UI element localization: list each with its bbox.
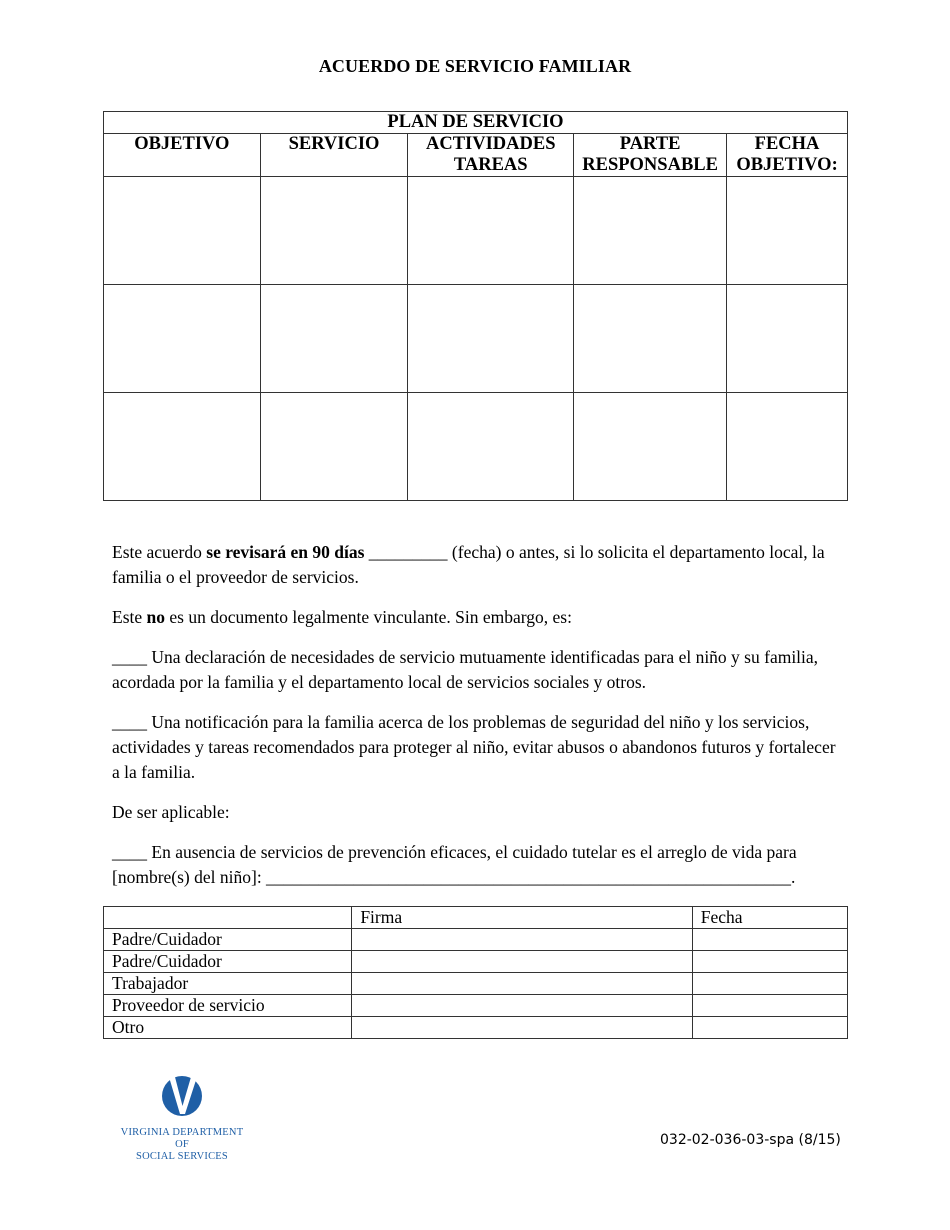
plan-cell[interactable] [408, 177, 574, 285]
form-number: 032-02-036-03-spa (8/15) [660, 1132, 841, 1148]
signature-header-row [104, 907, 848, 929]
table-row [104, 177, 848, 285]
signature-header-firma: Firma [352, 907, 692, 929]
applicable-label: De ser aplicable: [112, 802, 230, 822]
safety-notification-paragraph: ____ Una notificación para la familia acerca de los problemas de seguridad del niño y los servicios, actividades y tareas recomendados para proteger al niño, evitar abusos o abandonos futuros y fortalecer a la familia. [112, 712, 836, 782]
column-header-fecha-objetivo: FECHA OBJETIVO: [727, 134, 848, 177]
date-field[interactable] [692, 995, 847, 1017]
vdss-logo [118, 1074, 246, 1163]
table-row [104, 393, 848, 501]
table-row [104, 929, 848, 951]
table-row [104, 973, 848, 995]
service-plan-caption: PLAN DE SERVICIO [104, 112, 848, 134]
signature-header-fecha: Fecha [692, 907, 847, 929]
needs-statement-paragraph: ____ Una declaración de necesidades de servicio mutuamente identificadas para el niño y su familia, acordada por la familia y el departamento local de servicios sociales y otros. [112, 647, 819, 692]
plan-cell[interactable] [408, 285, 574, 393]
table-row [104, 285, 848, 393]
signature-field[interactable] [352, 929, 692, 951]
table-row [104, 995, 848, 1017]
signature-field[interactable] [352, 951, 692, 973]
column-header-actividades: ACTIVIDADES TAREAS [408, 134, 574, 177]
plan-cell[interactable] [727, 177, 848, 285]
plan-cell[interactable] [260, 285, 408, 393]
plan-cell[interactable] [104, 393, 261, 501]
plan-cell[interactable] [408, 393, 574, 501]
column-header-parte-responsable: PARTE RESPONSABLE [574, 134, 727, 177]
date-field[interactable] [692, 929, 847, 951]
date-field[interactable] [692, 973, 847, 995]
foster-care-paragraph: ____ En ausencia de servicios de prevención eficaces, el cuidado tutelar es el arreglo de vida para [nombre(s) del niño]: ____________________________________________________________. [112, 842, 797, 887]
date-field[interactable] [692, 1017, 847, 1039]
vdss-emblem-icon [160, 1074, 204, 1118]
signature-field[interactable] [352, 1017, 692, 1039]
signature-field[interactable] [352, 973, 692, 995]
signer-role: Trabajador [104, 973, 352, 995]
plan-cell[interactable] [574, 285, 727, 393]
signature-table [103, 906, 848, 1039]
plan-cell[interactable] [104, 177, 261, 285]
review-paragraph: Este acuerdo se revisará en 90 días _________ (fecha) o antes, si lo solicita el departamento local, la familia o el proveedor de servicios. [112, 542, 825, 587]
plan-cell[interactable] [574, 393, 727, 501]
plan-cell[interactable] [260, 177, 408, 285]
plan-cell[interactable] [727, 393, 848, 501]
signer-role: Otro [104, 1017, 352, 1039]
column-header-objetivo: OBJETIVO [104, 134, 261, 177]
service-plan-table [103, 111, 848, 501]
binding-paragraph: Este no es un documento legalmente vinculante. Sin embargo, es: [112, 607, 572, 627]
signer-role: Padre/Cuidador [104, 951, 352, 973]
plan-cell[interactable] [574, 177, 727, 285]
signature-header-blank [104, 907, 352, 929]
signer-role: Proveedor de servicio [104, 995, 352, 1017]
signer-role: Padre/Cuidador [104, 929, 352, 951]
date-field[interactable] [692, 951, 847, 973]
page-title: ACUERDO DE SERVICIO FAMILIAR [318, 56, 632, 76]
table-row [104, 951, 848, 973]
plan-cell[interactable] [260, 393, 408, 501]
plan-cell[interactable] [104, 285, 261, 393]
plan-cell[interactable] [727, 285, 848, 393]
vdss-logo-text: VIRGINIA DEPARTMENT OF SOCIAL SERVICES [120, 1127, 244, 1162]
column-header-servicio: SERVICIO [260, 134, 408, 177]
signature-field[interactable] [352, 995, 692, 1017]
table-row [104, 1017, 848, 1039]
